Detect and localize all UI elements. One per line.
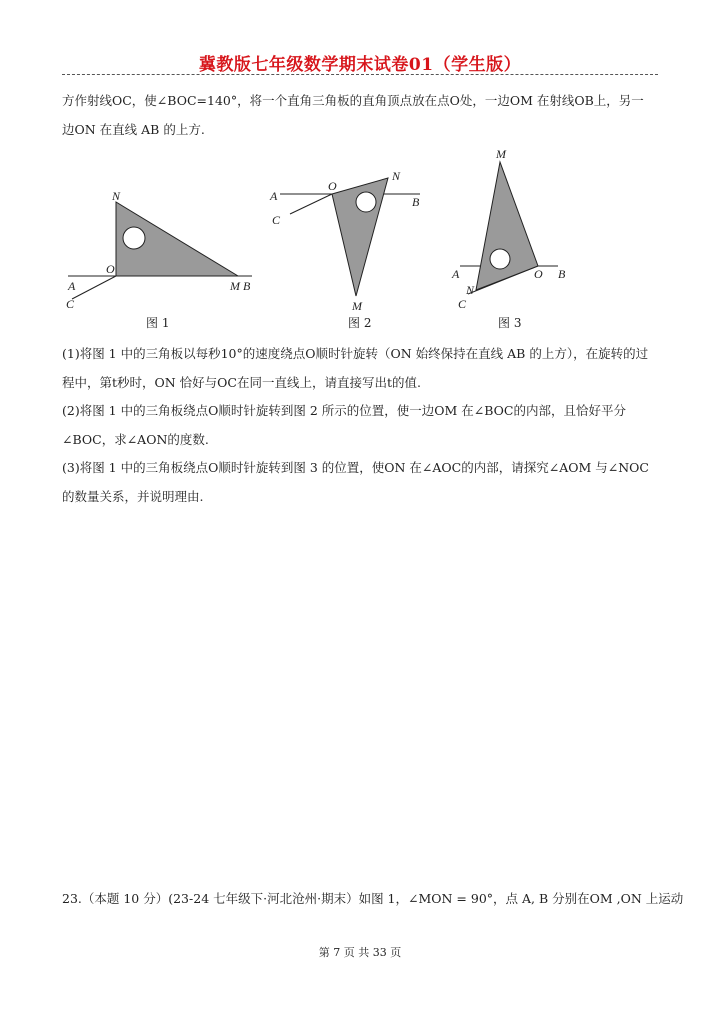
header-divider [62,74,658,75]
ray-oc [290,194,332,214]
label-mb: M B [230,279,251,293]
label-a: A [270,189,278,203]
question-2-line-1: (2)将图 1 中的三角板绕点O顺时针旋转到图 2 所示的位置，使一边OM 在∠BOC的内部，且恰好平分 [62,403,626,418]
label-m: M [352,299,362,313]
question-3-line-2: 的数量关系，并说明理由. [62,489,204,504]
label-o: O [328,179,337,193]
ray-oc [72,276,116,299]
label-n: N [112,189,121,203]
ruler-hole [490,249,510,269]
figure-3 [446,144,576,316]
page-number: 第 7 页 共 33 页 [318,946,402,959]
question-1-line-1: (1)将图 1 中的三角板以每秒10°的速度绕点O顺时针旋转（ON 始终保持在直线 AB 的上方），在旋转的过 [62,346,649,361]
document-title: 冀教版七年级数学期末试卷01（学生版） [198,55,522,75]
ruler-hole [123,227,145,249]
figure-1-drawing [62,178,262,313]
label-c: C [458,297,467,311]
label-n: N [392,169,401,183]
label-a: A [452,267,460,281]
label-o: O [534,267,543,281]
figure-3-drawing [446,144,576,312]
label-m: M [496,147,506,161]
question-1-line-2: 程中，第t秒时，ON 恰好与OC在同一直线上，请直接写出t的值. [62,375,421,390]
question-3-line-1: (3)将图 1 中的三角板绕点O顺时针旋转到图 3 的位置，使ON 在∠AOC的内部，请探究∠AOM 与∠NOC [62,460,649,475]
label-n: N [466,283,475,297]
figure-3-caption: 图 3 [498,316,522,330]
ruler-hole [356,192,376,212]
label-b: B [412,195,420,209]
figure-2-caption: 图 2 [348,316,372,330]
label-c: C [272,213,281,227]
problem-text-line-2: 边ON 在直线 AB 的上方. [62,122,205,137]
figure-1-caption: 图 1 [146,316,170,330]
figure-2-drawing [268,168,428,316]
question-2-line-2: ∠BOC，求∠AON的度数. [62,432,209,447]
label-b: B [558,267,566,281]
figure-1 [62,178,262,317]
label-c: C [66,297,75,311]
triangle-ruler [476,162,538,290]
problem-text-line-1: 方作射线OC，使∠BOC=140°，将一个直角三角板的直角顶点放在点O处，一边OM 在射线OB上，另一 [62,93,644,108]
question-23-text: 23.（本题 10 分）(23-24 七年级下·河北沧州·期末）如图 1，∠MON = 90°，点 A, B 分别在OM ,ON 上运动 [62,891,684,906]
figure-2 [268,168,428,320]
label-o: O [106,262,115,276]
label-a: A [68,279,76,293]
